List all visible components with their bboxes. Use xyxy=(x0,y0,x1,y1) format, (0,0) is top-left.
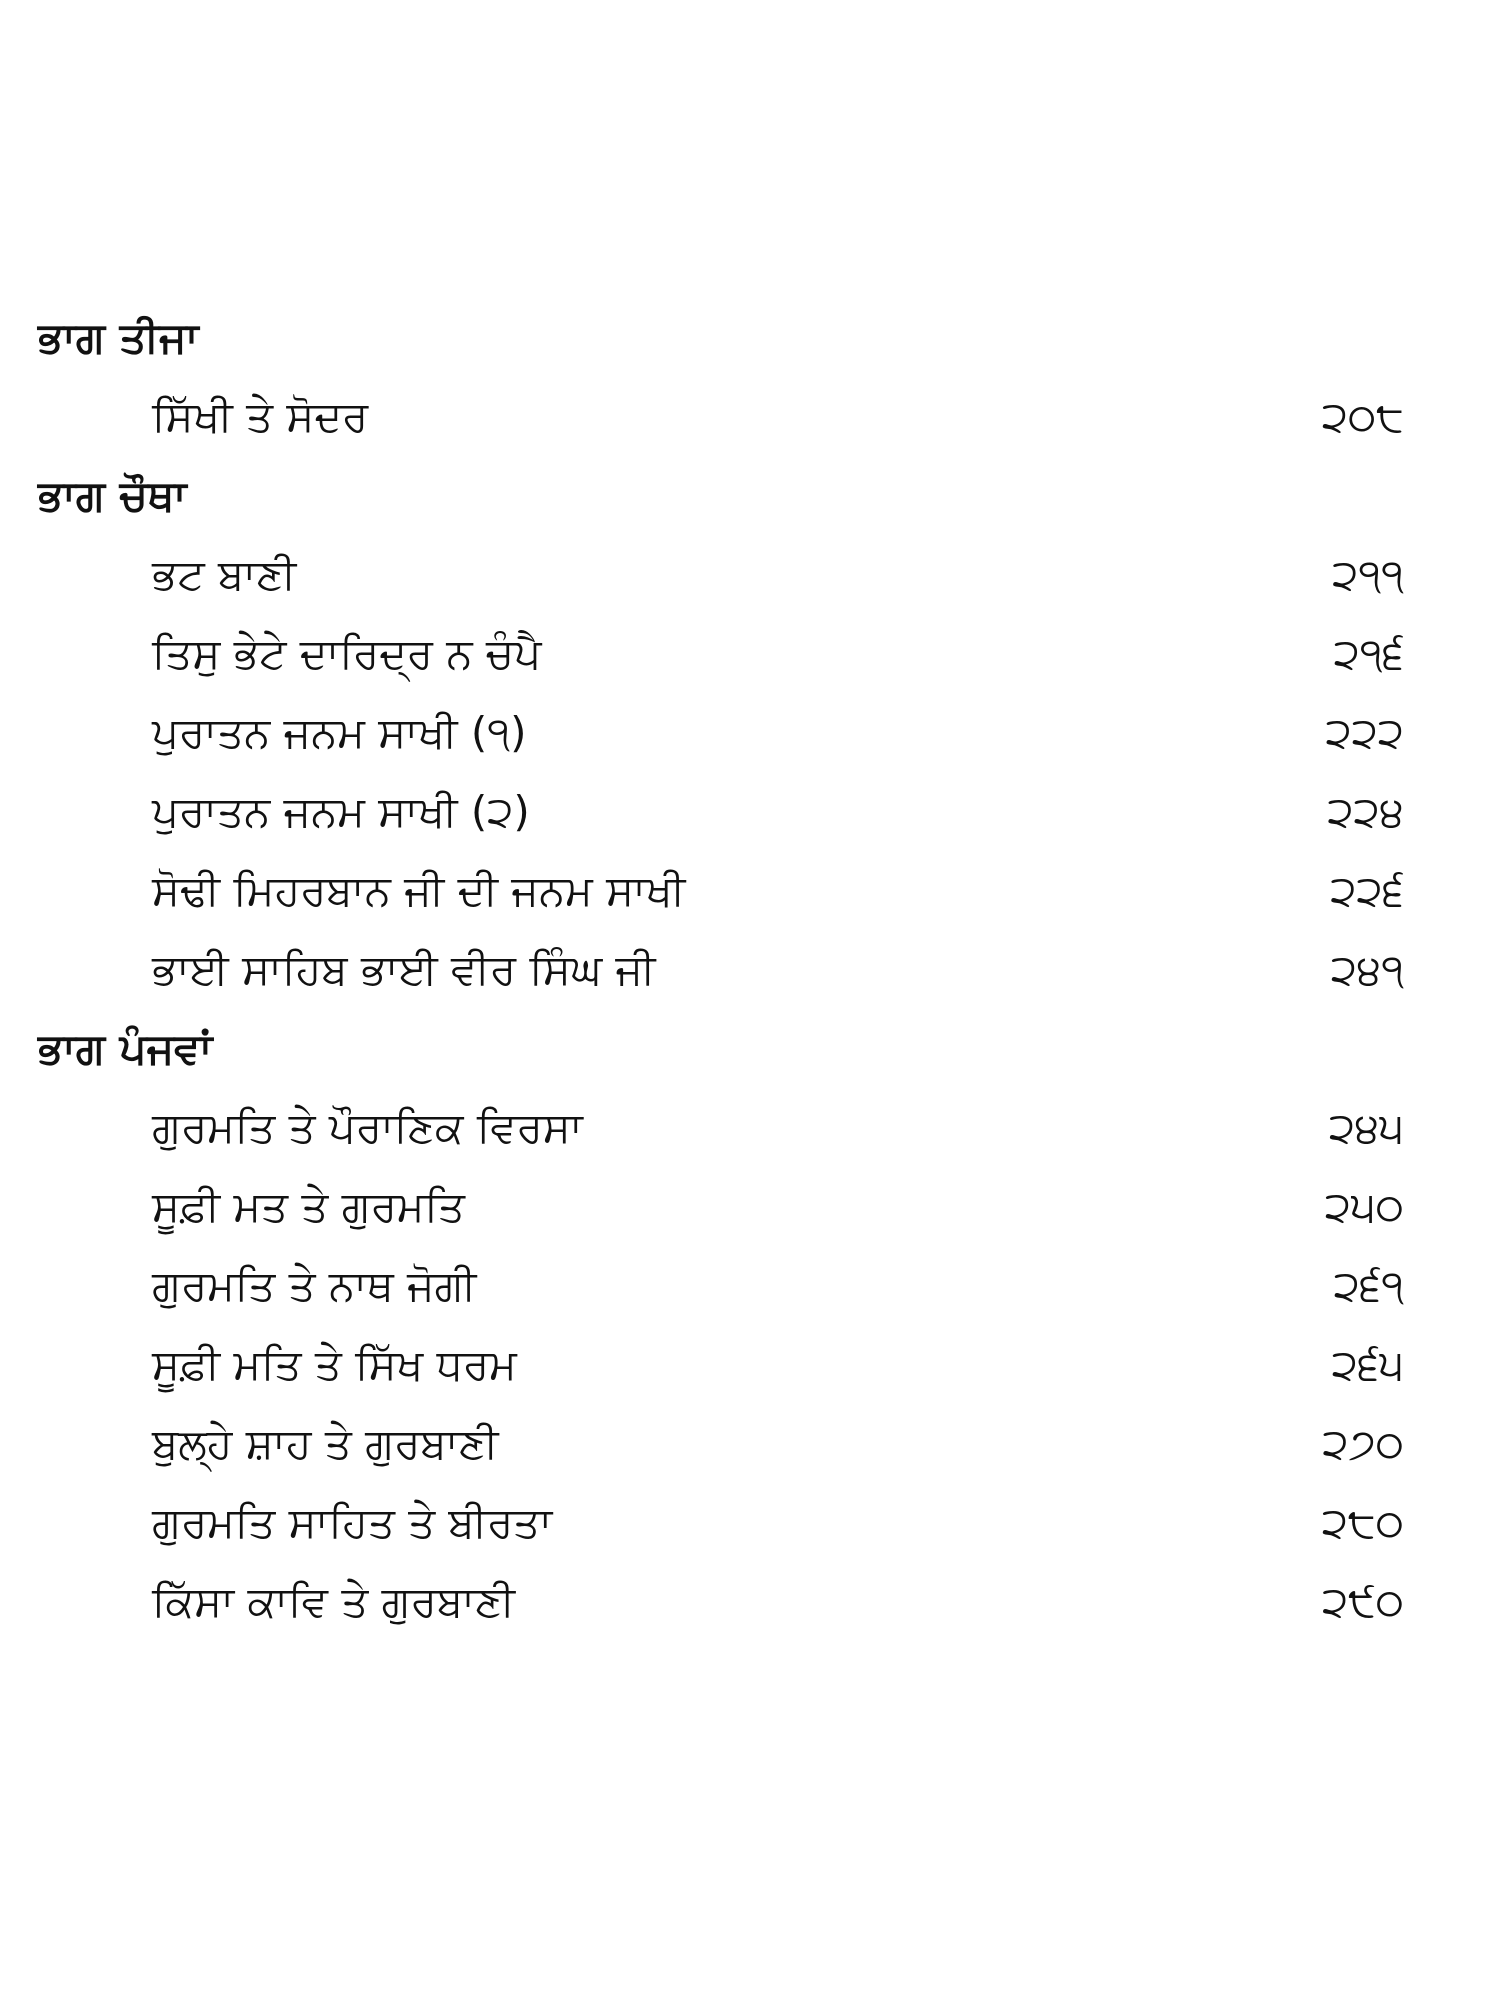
entry-title: ਪੁਰਾਤਨ ਜਨਮ ਸਾਖੀ (੨) xyxy=(152,787,530,836)
entry-title: ਭਟ ਬਾਣੀ xyxy=(152,550,297,599)
entry-page-number: ੨੭੦ xyxy=(1322,1419,1404,1468)
entry-page-number: ੨੪੫ xyxy=(1328,1103,1404,1152)
entry-page-number: ੨੨੪ xyxy=(1327,787,1404,836)
entry-title: ਤਿਸੁ ਭੇਟੇ ਦਾਰਿਦ੍ਰ ਨ ਚੰਪੈ xyxy=(152,629,542,678)
toc-entry[interactable] xyxy=(0,1411,1500,1490)
entry-title: ਗੁਰਮਤਿ ਸਾਹਿਤ ਤੇ ਬੀਰਤਾ xyxy=(152,1498,553,1547)
toc-entry[interactable] xyxy=(0,621,1500,700)
entry-title: ਸੂਫ਼ੀ ਮਤਿ ਤੇ ਸਿੱਖ ਧਰਮ xyxy=(152,1340,517,1389)
entry-title: ਗੁਰਮਤਿ ਤੇ ਪੌਰਾਣਿਕ ਵਿਰਸਾ xyxy=(152,1103,583,1152)
entry-page-number: ੨੯੦ xyxy=(1322,1577,1404,1626)
entry-page-number: ੨੧੧ xyxy=(1332,550,1404,599)
section-heading: ਭਾਗ ਚੌਥਾ xyxy=(38,471,187,520)
toc-entry[interactable] xyxy=(0,542,1500,621)
entry-title: ਪੁਰਾਤਨ ਜਨਮ ਸਾਖੀ (੧) xyxy=(152,708,527,757)
section-heading: ਭਾਗ ਤੀਜਾ xyxy=(38,313,199,362)
entry-page-number: ੨੨੬ xyxy=(1330,866,1404,915)
table-of-contents xyxy=(0,305,1500,1648)
entry-page-number: ੨੦੮ xyxy=(1321,392,1404,441)
toc-entry[interactable] xyxy=(0,937,1500,1016)
section-heading-row xyxy=(0,463,1500,542)
entry-page-number: ੨੬੫ xyxy=(1331,1340,1404,1389)
section-heading-row xyxy=(0,305,1500,384)
toc-entry[interactable] xyxy=(0,1332,1500,1411)
entry-page-number: ੨੧੬ xyxy=(1333,629,1404,678)
entry-title: ਸਿੱਖੀ ਤੇ ਸੋਦਰ xyxy=(152,392,369,441)
entry-page-number: ੨੪੧ xyxy=(1330,945,1404,994)
entry-page-number: ੨੫੦ xyxy=(1324,1182,1404,1231)
toc-entry[interactable] xyxy=(0,700,1500,779)
entry-title: ਭਾਈ ਸਾਹਿਬ ਭਾਈ ਵੀਰ ਸਿੰਘ ਜੀ xyxy=(152,945,656,994)
entry-page-number: ੨੨੨ xyxy=(1325,708,1404,757)
toc-entry[interactable] xyxy=(0,858,1500,937)
entry-title: ਬੁਲ੍ਹੇ ਸ਼ਾਹ ਤੇ ਗੁਰਬਾਣੀ xyxy=(152,1419,499,1468)
entry-page-number: ੨੮੦ xyxy=(1321,1498,1404,1547)
toc-entry[interactable] xyxy=(0,384,1500,463)
entry-title: ਗੁਰਮਤਿ ਤੇ ਨਾਥ ਜੋਗੀ xyxy=(152,1261,477,1310)
toc-entry[interactable] xyxy=(0,1569,1500,1648)
entry-title: ਕਿੱਸਾ ਕਾਵਿ ਤੇ ਗੁਰਬਾਣੀ xyxy=(152,1577,516,1626)
toc-entry[interactable] xyxy=(0,1490,1500,1569)
toc-entry[interactable] xyxy=(0,1174,1500,1253)
entry-title: ਸੂਫ਼ੀ ਮਤ ਤੇ ਗੁਰਮਤਿ xyxy=(152,1182,465,1231)
toc-entry[interactable] xyxy=(0,779,1500,858)
section-heading: ਭਾਗ ਪੰਜਵਾਂ xyxy=(38,1024,213,1073)
toc-entry[interactable] xyxy=(0,1253,1500,1332)
entry-title: ਸੋਢੀ ਮਿਹਰਬਾਨ ਜੀ ਦੀ ਜਨਮ ਸਾਖੀ xyxy=(152,866,686,915)
section-heading-row xyxy=(0,1016,1500,1095)
toc-entry[interactable] xyxy=(0,1095,1500,1174)
entry-page-number: ੨੬੧ xyxy=(1333,1261,1404,1310)
